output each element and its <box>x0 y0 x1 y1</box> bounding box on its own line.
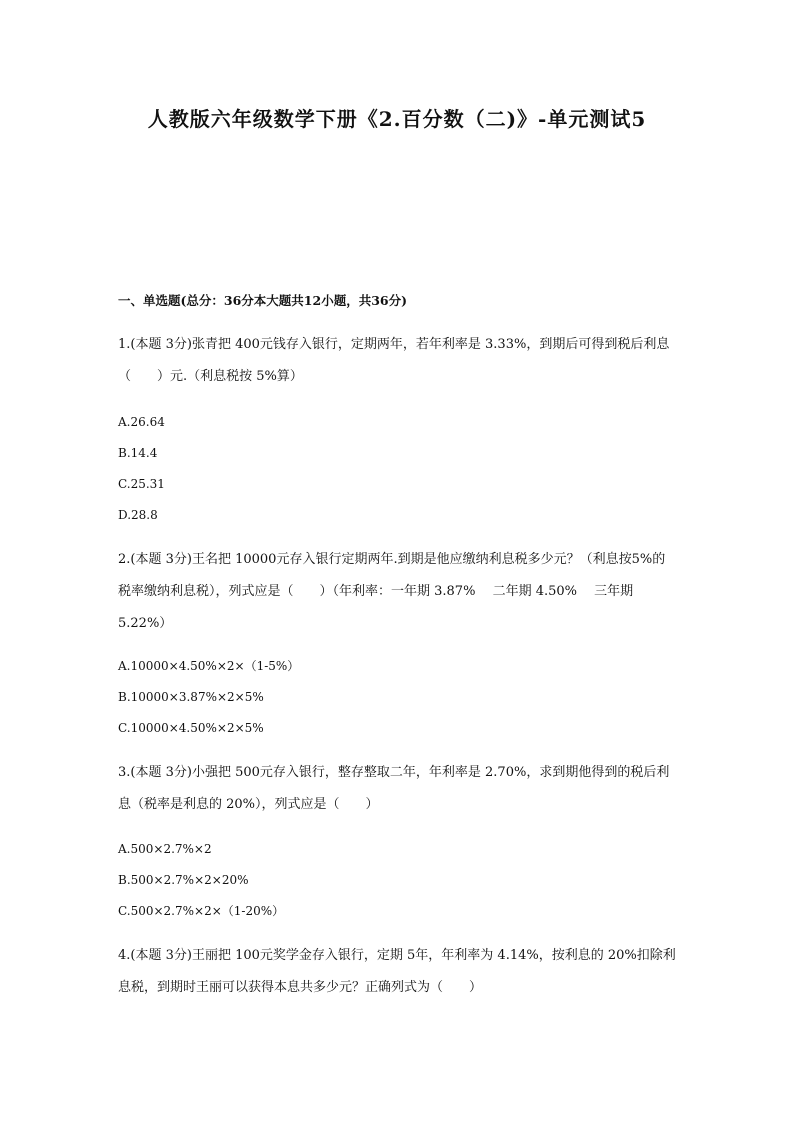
question-3-option-c: C.500×2.7%×2×（1-20%） <box>118 904 285 918</box>
question-3-option-a: A.500×2.7%×2 <box>118 842 212 856</box>
question-1-option-d: D.28.8 <box>118 508 158 522</box>
question-1-option-c: C.25.31 <box>118 477 165 491</box>
question-3-text: 3.(本题 3分)小强把 500元存入银行，整存整取二年，年利率是 2.70%，求到期他得到的税后利息（税率是利息的 20%），列式应是（ ） <box>118 765 670 812</box>
question-2-option-b: B.10000×3.87%×2×5% <box>118 690 264 704</box>
question-2-text: 2.(本题 3分)王名把 10000元存入银行定期两年.到期是他应缴纳利息税多少元？（利息按5%的税率缴纳利息税），列式应是（ ）（年利率：一年期 3.87% 二年期 4.50% 三年期 5.22%） <box>118 552 666 631</box>
question-2-option-c: C.10000×4.50%×2×5% <box>118 721 264 735</box>
question-1-text: 1.(本题 3分)张青把 400元钱存入银行，定期两年，若年利率是 3.33%，到期后可得到税后利息（ ）元.（利息税按 5%算） <box>118 337 670 384</box>
question-3-option-b: B.500×2.7%×2×20% <box>118 873 249 887</box>
question-1-option-b: B.14.4 <box>118 446 158 460</box>
question-2-option-a: A.10000×4.50%×2×（1-5%） <box>118 659 300 673</box>
section-heading: 一、单选题(总分：36分本大题共12小题，共36分) <box>118 293 408 308</box>
document-title: 人教版六年级数学下册《2.百分数（二)》-单元测试5 <box>147 107 647 131</box>
question-4-text: 4.(本题 3分)王丽把 100元奖学金存入银行，定期 5年，年利率为 4.14%，按利息的 20%扣除利息税，到期时王丽可以获得本息共多少元？正确列式为（ ） <box>118 948 676 995</box>
question-1-option-a: A.26.64 <box>118 415 165 429</box>
